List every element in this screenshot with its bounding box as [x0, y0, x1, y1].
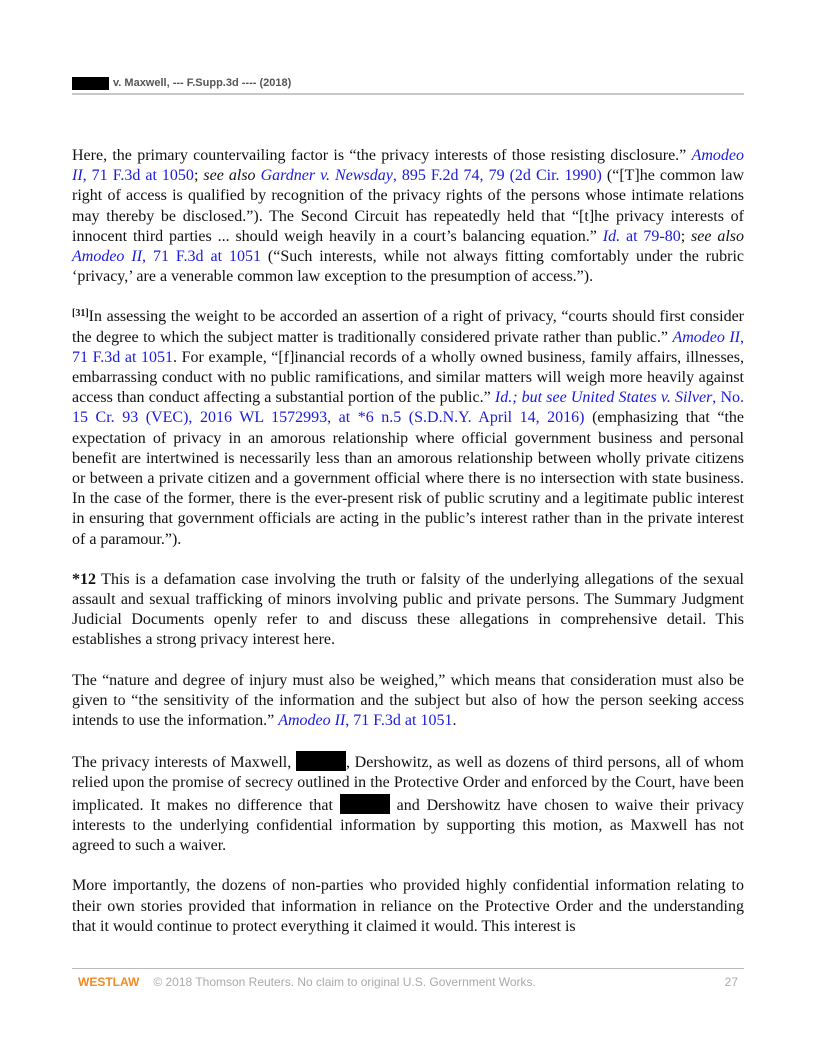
citation-link[interactable]: , 71 F.3d at 1050 [82, 167, 194, 185]
citation-link[interactable]: United States v. Silver [570, 389, 713, 407]
body-text: More importantly, the dozens of non-parties who provided highly confidential information relating to their own stories provided that information in reliance on the Protective Order and the understanding that it would continue to protect everything it claimed it would. This interest is [72, 877, 744, 935]
paragraph-privacy-factor [72, 146, 744, 287]
body-text: . [452, 712, 457, 730]
signal-text: see also [203, 167, 261, 185]
body-text: This is a defamation case involving the truth or falsity of the underlying allegations of the sexual assault and sexual trafficking of minors involving public and private persons. The Summary Judgment Judicial Documents openly refer to and discuss these allegations in comprehensive detail. This establishes a strong privacy interest here. [72, 570, 744, 649]
citation-link[interactable]: Amodeo II [72, 248, 143, 266]
page-number: 27 [724, 975, 738, 989]
body-text: The privacy interests of Maxwell, [72, 754, 296, 772]
headnote-marker[interactable]: [31] [72, 308, 89, 320]
body-text: , Dershowitz, as well as dozens of third persons, all of whom relied upon the promise of secrecy outlined in the Protective Order and enforced by the Court, have been implicated. It makes no difference that [72, 754, 745, 814]
body-text: In assessing the weight to be accorded an assertion of a right of privacy, “courts should first consider the degree to which the subject matter is traditionally considered private rather than public.” [72, 308, 744, 346]
redaction-box [72, 77, 109, 90]
header-divider [72, 93, 744, 95]
case-title: v. Maxwell, --- F.Supp.3d ---- (2018) [113, 77, 292, 89]
citation-link[interactable]: Amodeo II [672, 328, 740, 346]
body-text: Here, the primary countervailing factor is “the privacy interests of those resisting disclosure.” [72, 147, 692, 164]
body-text: and Dershowitz have chosen to waive their privacy interests to the underlying confidential information by supporting this motion, as Maxwell has not agreed to such a waiver. [72, 796, 745, 855]
citation-link[interactable]: , No. 15 Cr. 93 (VEC), 2016 WL 1572993, at *6 n.5 (S.D.N.Y. April 14, 2016) [72, 389, 745, 427]
westlaw-logo: WESTLAW [78, 975, 140, 989]
signal-text: see also [691, 227, 745, 245]
body-text: (“[T]he common law right of access is qualified by recognition of the privacy rights of the persons whose intimate relations may thereby be disclosed.”). The Second Circuit has repeatedly held that “[t]he privacy interests of innocent third parties ... should weigh heavily in a court’s balancing equation.” [72, 167, 745, 245]
body-text: ; [193, 167, 204, 185]
paragraph-non-parties [72, 876, 744, 937]
paragraph-nature-injury [72, 671, 744, 732]
citation-link[interactable]: at 79-80 [620, 227, 681, 245]
body-text: ; [680, 227, 692, 245]
paragraph-defamation [72, 570, 744, 651]
redaction-box [340, 794, 390, 814]
footer-divider [72, 968, 744, 969]
citation-link[interactable]: Id. [602, 227, 621, 245]
citation-link[interactable]: Amodeo II [278, 712, 346, 730]
body-text: (emphasizing that “the expectation of privacy in an amorous relationship where official government business and personal benefit are intertwined is necessarily less than an amorous relationship between wholly private citizens or between a private citizen and a government official where there is no intersection with state business. In the case of the former, there is the ever-present risk of public scrutiny and a legitimate public interest in ensuring that government officials are acting in the public’s interest rather than in the private interest of a paramour.”). [72, 409, 745, 548]
citation-link[interactable]: Amodeo II [72, 147, 744, 185]
body-text: . For example, “[f]inancial records of a wholly owned business, family affairs, illnesses, embarrassing conduct with no public ramifications, and similar matters will weigh more heavily against access than conduct affecting a substantial portion of the public.” [72, 348, 745, 407]
body-text: The “nature and degree of injury must also be weighed,” which means that consideration must also be given to “the sensitivity of the information and the subject but also of how the person seeking access intends to use the information.” [72, 671, 744, 730]
citation-link[interactable]: Gardner v. Newsday [260, 167, 393, 185]
paragraph-privacy-interests [72, 751, 744, 856]
citation-link[interactable]: , 71 F.3d at 1051 [345, 712, 453, 730]
document-body [72, 146, 744, 957]
citation-link[interactable]: , 71 F.3d at 1051 [72, 328, 744, 366]
citation-link[interactable]: , 895 F.2d 74, 79 (2d Cir. 1990) [392, 167, 602, 185]
page-footer [78, 975, 738, 989]
paragraph-weight-privacy [72, 307, 744, 549]
redaction-box [296, 751, 346, 771]
body-text: (“Such interests, while not always fitting comfortably under the rubric ‘privacy,’ are a venerable common law exception to the presumption of access.”). [72, 248, 744, 286]
citation-link[interactable]: , 71 F.3d at 1051 [142, 248, 261, 266]
citation-link[interactable]: Id.; but see [494, 389, 571, 407]
running-header [72, 75, 744, 91]
copyright-notice: © 2018 Thomson Reuters. No claim to original U.S. Government Works. [153, 975, 536, 989]
star-page-marker: *12 [72, 570, 96, 588]
